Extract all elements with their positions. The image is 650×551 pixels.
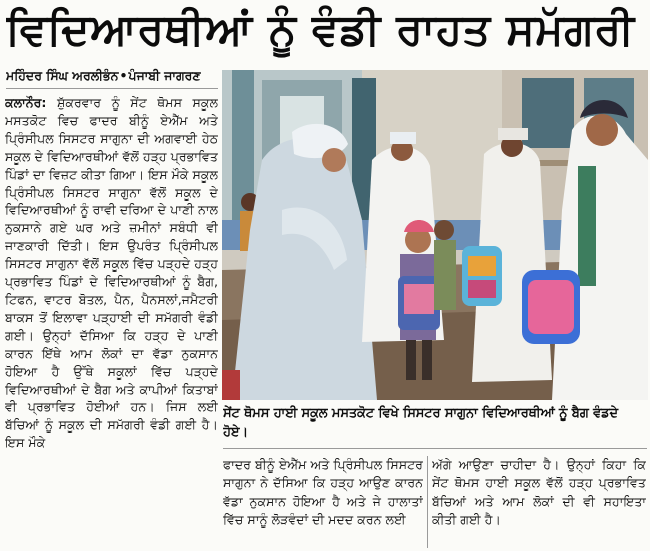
headline: ਵਿਦਿਆਰਥੀਆਂ ਨੂੰ ਵੰਡੀ ਰਾਹਤ ਸਮੱਗਰੀ <box>6 5 635 55</box>
photo-caption: ਸੇਂਟ ਥੋਮਸ ਹਾਈ ਸਕੂਲ ਮਸਤਕੋਟ ਵਿਖੇ ਸਿਸਟਰ ਸਾਗੁਨਾ ਵਿਦਿਆਰਥੀਆਂ ਨੂੰ ਬੈਗ ਵੰਡਦੇ ਹੋਏ। <box>223 406 618 440</box>
photo-illustration <box>222 70 648 400</box>
article-column-middle <box>223 456 423 548</box>
article-body-middle: ਫਾਦਰ ਬੀਨੂੰ ਏਐੱਮ ਅਤੇ ਪ੍ਰਿੰਸੀਪਲ ਸਿਸਟਰ ਸਾਗੁਨਾ ਨੇ ਦੱਸਿਆ ਕਿ ਹੜ੍ਹ ਆਉਣ ਕਾਰਨ ਵੱਡਾ ਨੁਕਸਾਨ ਹੋਇਆ ਹੈ ਅਤੇ ਜੇ ਹਾਲਾਤਾਂ ਵਿੱਚ ਸਾਨੂੰ ਲੋੜਵੰਦਾਂ ਦੀ ਮਦਦ ਕਰਨ ਲਈ <box>223 457 423 528</box>
dateline: ਕਲਾਨੌਰ: <box>5 95 47 110</box>
news-photo <box>222 70 648 400</box>
article-body-left: ਸ਼ੁੱਕਰਵਾਰ ਨੂੰ ਸੇਂਟ ਥੋਮਸ ਸਕੂਲ ਮਸਤਕੋਟ ਵਿਚ ਫਾਦਰ ਬੀਨੂੰ ਏਐੱਮ ਅਤੇ ਪ੍ਰਿੰਸੀਪਲ ਸਿਸਟਰ ਸਾਗੁਨਾ ਦੀ ਅਗਵਾਈ ਹੇਠ ਸਕੂਲ ਦੇ ਵਿਦਿਆਰਥੀਆਂ ਵੱਲੋਂ ਹੜ੍ਹ ਪ੍ਰਭਾਵਿਤ ਪਿੰਡਾਂ ਦਾ ਵਿਜ਼ਟ ਕੀਤਾ ਗਿਆ। ਇਸ ਮੌਕੇ ਸਕੂਲ ਪ੍ਰਿੰਸੀਪਲ ਸਿਸਟਰ ਸਾਗੁਨਾ ਵੱਲੋਂ ਸਕੂਲ ਦੇ ਵਿਦਿਆਰਥੀਆਂ ਨੂੰ ਰਾਵੀ ਦਰਿਆ ਦੇ ਪਾਣੀ ਨਾਲ ਨੁਕਸਾਨੇ ਗਏ ਘਰ ਅਤੇ ਜ਼ਮੀਨਾਂ ਸਬੰਧੀ ਵੀ ਜਾਣਕਾਰੀ ਦਿੱਤੀ। ਇਸ ਉਪਰੰਤ ਪ੍ਰਿੰਸੀਪਲ ਸਿਸਟਰ ਸਾਗੁਨਾ ਵੱਲੋਂ ਸਕੂਲ ਵਿੱਚ ਪੜ੍ਹਦੇ ਹੜ੍ਹ ਪ੍ਰਭਾਵਿਤ ਪਿੰਡਾਂ ਦੇ ਵਿਦਿਆਰਥੀਆਂ ਨੂੰ ਬੈਗ, ਟਿਫਨ, ਵਾਟਰ ਬੋਤਲ, ਪੈਨ, ਪੈਨਸਲਾਂ,ਜਮੈਟਰੀ ਬਾਕਸ ਤੋਂ ਇਲਾਵਾ ਪੜ੍ਹਾਈ ਦੀ ਸਮੱਗਰੀ ਵੰਡੀ ਗਈ। ਉਨ੍ਹਾਂ ਦੱਸਿਆ ਕਿ ਹੜ੍ਹ ਦੇ ਪਾਣੀ ਕਾਰਨ ਇੱਥੇ ਆਮ ਲੋਕਾਂ ਦਾ ਵੱਡਾ ਨੁਕਸਾਨ ਹੋਇਆ ਹੈ ਉੱਥੇ ਸਕੂਲਾਂ ਵਿੱਚ ਪੜ੍ਹਦੇ ਵਿਦਿਆਰਥੀਆਂ ਦੇ ਬੈਗ ਅਤੇ ਕਾਪੀਆਂ ਕਿਤਾਬਾਂ ਵੀ ਪ੍ਰਭਾਵਿਤ ਹੋਈਆਂ ਹਨ। ਜਿਸ ਲਈ ਬੱਚਿਆਂ ਨੂੰ ਸਕੂਲ ਦੀ ਸਮੱਗਰੀ ਵੰਡੀ ਗਈ ਹੈ। ਇਸ ਮੌਕੇ <box>5 95 218 451</box>
article-column-left <box>5 94 218 549</box>
article-body-right: ਅੱਗੇ ਆਉਣਾ ਚਾਹੀਦਾ ਹੈ। ਉਨ੍ਹਾਂ ਕਿਹਾ ਕਿ ਸੇਂਟ ਥੋਮਸ ਹਾਈ ਸਕੂਲ ਵੱਲੋਂ ਹੜ੍ਹ ਪ੍ਰਭਾਵਿਤ ਬੱਚਿਆਂ ਅਤੇ ਆਮ ਲੋਕਾਂ ਦੀ ਵੀ ਸਹਾਇਤਾ ਕੀਤੀ ਗਈ ਹੈ। <box>432 457 646 528</box>
column-divider <box>427 456 428 548</box>
byline-separator: • <box>119 68 128 83</box>
article-column-right <box>432 456 646 548</box>
byline <box>6 66 220 86</box>
caption-rule <box>223 448 647 449</box>
byline-rule <box>6 88 218 89</box>
article-paragraph <box>5 94 218 452</box>
reporter-name: ਮਹਿੰਦਰ ਸਿੰਘ ਅਰਲੀਭੰਨ <box>6 68 119 83</box>
publication-name: ਪੰਜਾਬੀ ਜਾਗਰਣ <box>128 68 201 83</box>
